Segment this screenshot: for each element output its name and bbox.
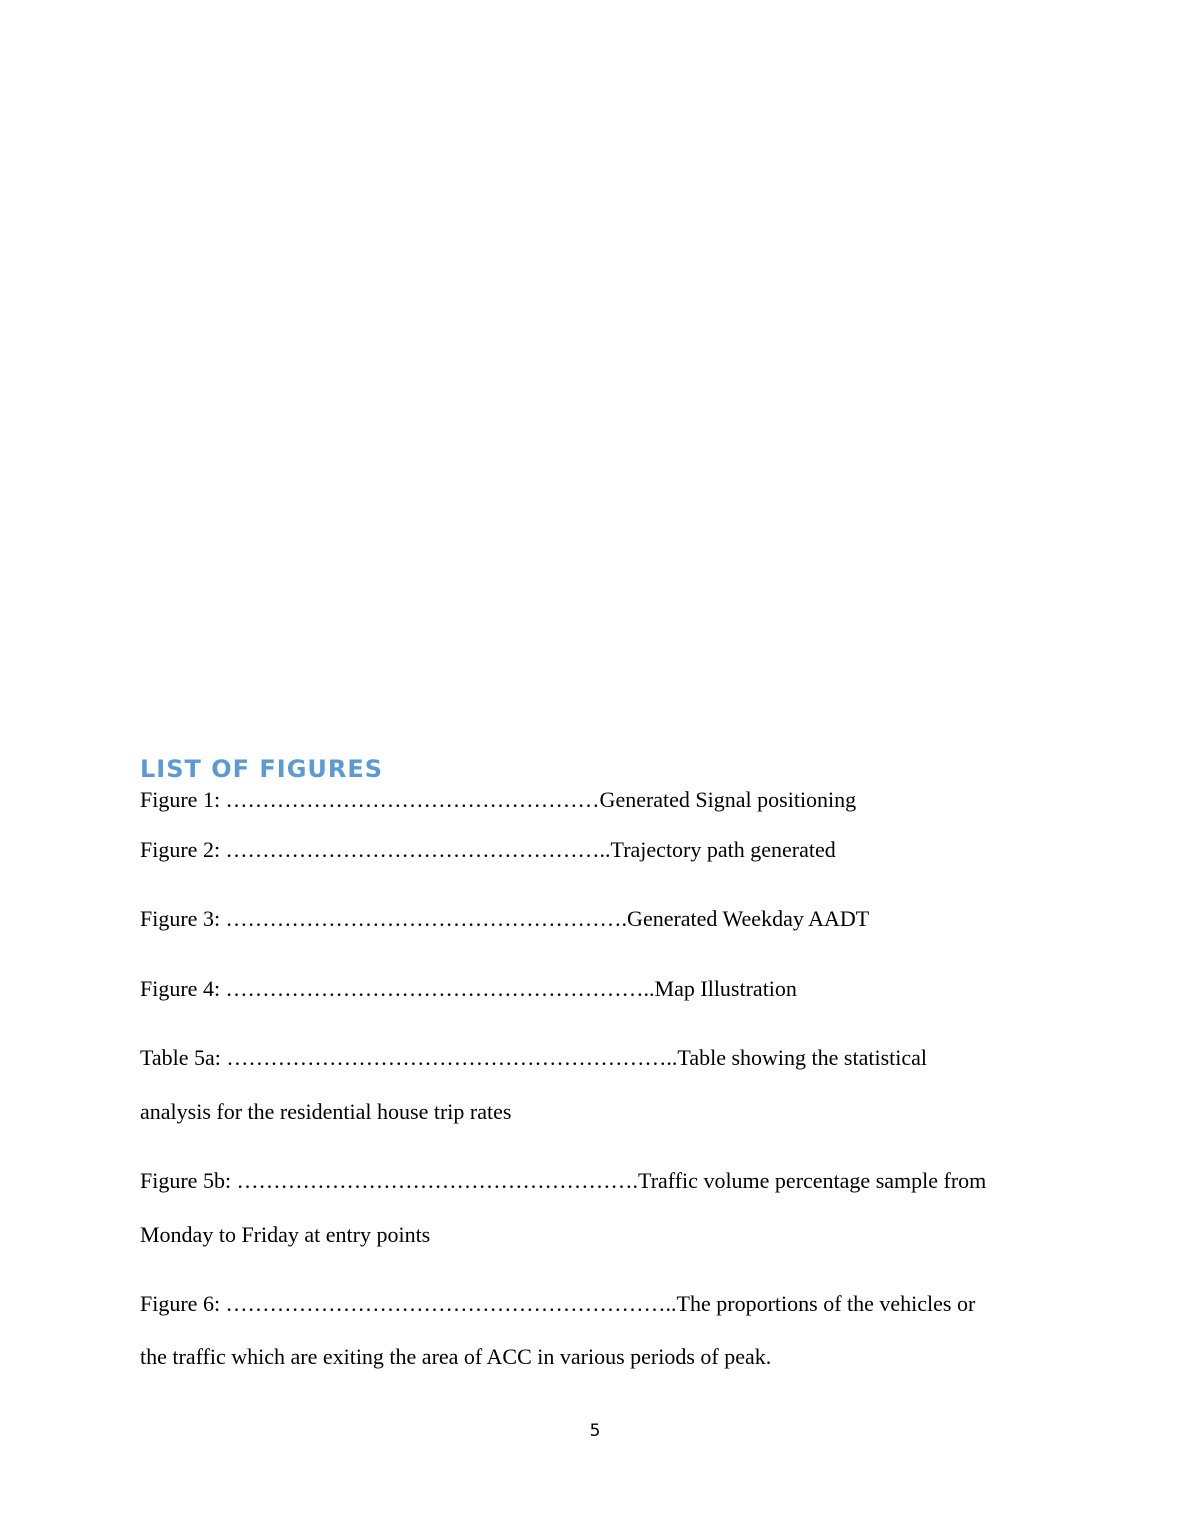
figure-1-entry: Figure 1: ……………………………………………Generated Signal positioning <box>140 787 857 812</box>
list-of-figures-heading: LIST OF FIGURES <box>140 755 384 783</box>
page-number: 5 <box>589 1421 601 1441</box>
figure-5b-entry-continued: Monday to Friday at entry points <box>140 1222 431 1247</box>
figure-2-entry: Figure 2: ……………………………………………..Trajectory path generated <box>140 837 836 862</box>
figure-4-entry: Figure 4: …………………………………………………..Map Illustration <box>140 976 797 1001</box>
figure-6-entry: Figure 6: ……………………………………………………..The proportions of the vehicles or <box>140 1291 976 1316</box>
figure-6-entry-continued: the traffic which are exiting the area of ACC in various periods of peak. <box>140 1344 772 1369</box>
table-5a-entry: Table 5a: ……………………………………………………..Table showing the statistical <box>140 1045 927 1070</box>
figure-3-entry: Figure 3: ……………………………………………….Generated Weekday AADT <box>140 906 870 931</box>
figure-5b-entry: Figure 5b: ……………………………………………….Traffic volume percentage sample from <box>140 1168 987 1193</box>
table-5a-entry-continued: analysis for the residential house trip rates <box>140 1099 512 1124</box>
